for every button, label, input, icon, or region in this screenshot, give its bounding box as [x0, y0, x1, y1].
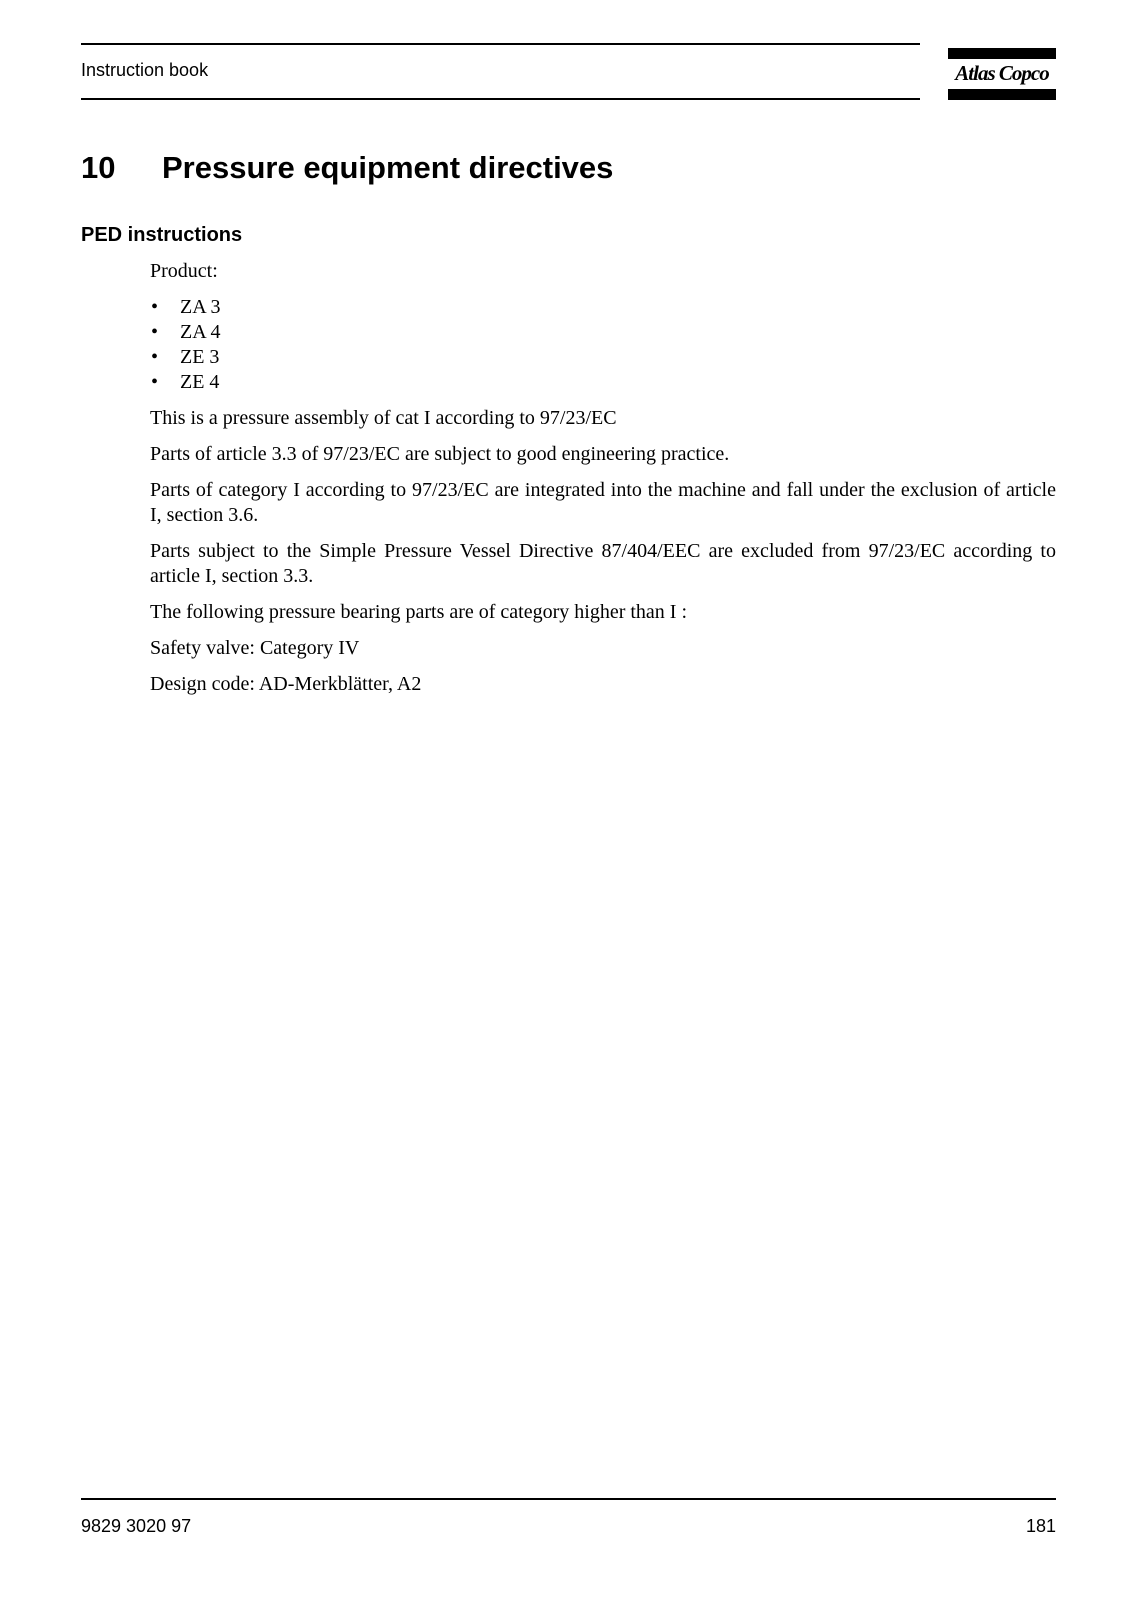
- paragraph: Design code: AD-Merkblätter, A2: [150, 673, 422, 695]
- bullet-icon: •: [151, 321, 159, 343]
- paragraph: Safety valve: Category IV: [150, 637, 360, 659]
- paragraph: This is a pressure assembly of cat I according to 97/23/EC: [150, 407, 617, 429]
- product-label: Product:: [150, 260, 218, 282]
- product-list: [150, 295, 1056, 395]
- bullet-icon: •: [151, 346, 159, 368]
- logo-text: Atlas Copco: [955, 61, 1049, 85]
- list-item: • ZA 4: [151, 321, 221, 343]
- footer-rule: [81, 1498, 1056, 1500]
- bullet-icon: •: [151, 371, 159, 393]
- paragraph: Parts subject to the Simple Pressure Vessel Directive 87/404/EEC are excluded from 97/23/EC according to article I, section 3.3.: [150, 540, 1056, 587]
- bullet-icon: •: [151, 296, 159, 318]
- logo-top-bar: [948, 48, 1056, 59]
- paragraph: The following pressure bearing parts are of category higher than I :: [150, 601, 688, 623]
- section-heading: [81, 150, 613, 186]
- header-title: Instruction book: [81, 60, 209, 80]
- section-title: Pressure equipment directives: [162, 150, 614, 185]
- header-bottom-rule: [81, 98, 920, 100]
- list-item: • ZE 4: [151, 371, 220, 393]
- logo-bottom-bar: [948, 89, 1056, 100]
- footer-doc-number: 9829 3020 97: [81, 1516, 192, 1536]
- paragraph: Parts of article 3.3 of 97/23/EC are subject to good engineering practice.: [150, 443, 730, 465]
- subsection-heading: PED instructions: [81, 224, 243, 246]
- atlas-copco-logo: [948, 48, 1056, 100]
- footer-page-number: 181: [1025, 1516, 1056, 1536]
- list-item: • ZA 3: [151, 296, 221, 318]
- body-text: [150, 259, 1056, 708]
- paragraph: Parts of category I according to 97/23/EC are integrated into the machine and fall under the exclusion of article I, section 3.6.: [150, 479, 1056, 526]
- list-item: • ZE 3: [151, 346, 220, 368]
- section-number: 10: [81, 150, 116, 185]
- header-top-rule: [81, 43, 920, 45]
